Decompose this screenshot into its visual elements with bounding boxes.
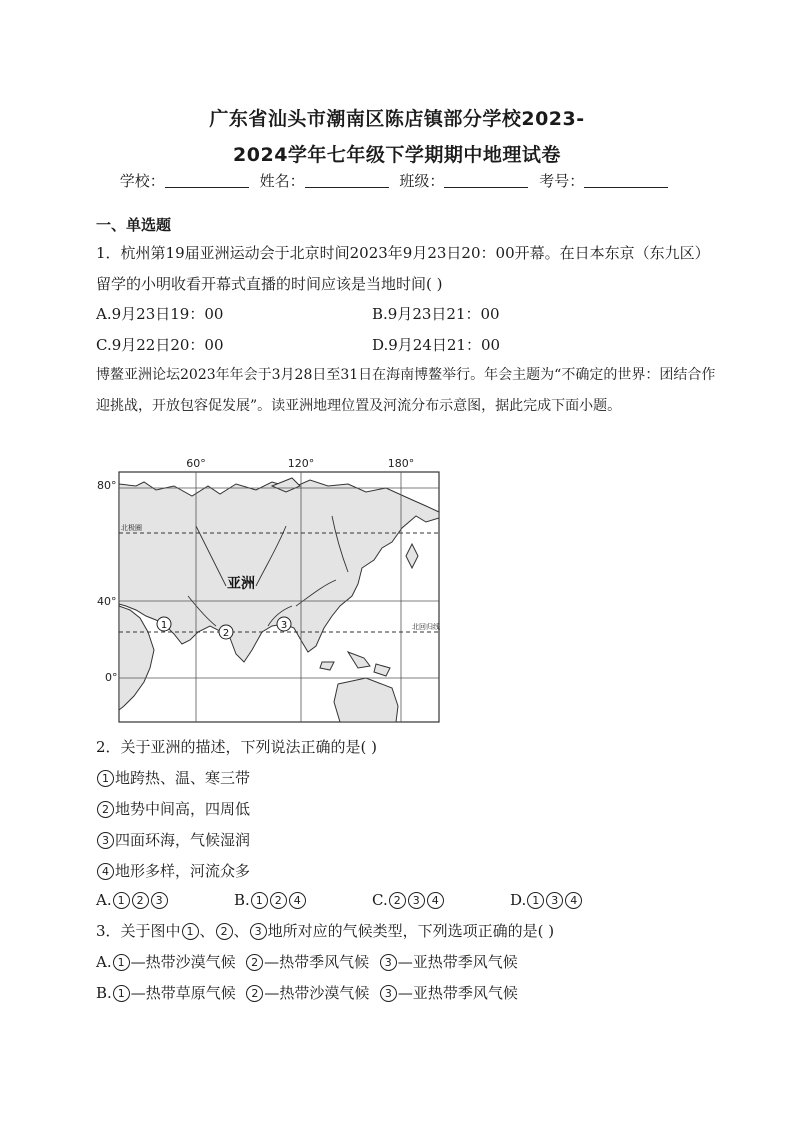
question-1-stem: 1．杭州第19届亚洲运动会于北京时间2023年9月23日20：00开幕。在日本东京（东九区）留学的小明收看开幕式直播的时间应该是当地时间( ) [96,244,703,293]
q1-option-a[interactable]: A.9月23日19：00 [96,305,224,323]
lat-40-label: 40° [97,595,117,608]
q1-option-b[interactable]: B.9月23日21：00 [372,305,500,323]
asia-map-figure [96,456,452,726]
lon-60-label: 60° [186,457,206,470]
q2-option-a[interactable]: A. 1 2 3 [96,891,169,909]
arctic-circle-label: 北极圈 [121,524,142,532]
lat-0-label: 0° [105,671,118,684]
section-title: 一、单选题 [96,216,172,234]
asia-label: 亚洲 [227,576,255,592]
class-field[interactable] [444,173,528,188]
q2-statement-4: 4 地形多样，河流众多 [96,860,250,881]
q2-option-d[interactable]: D. 1 3 4 [510,891,583,909]
student-info-row [0,170,794,191]
school-label: 学校： [119,172,165,190]
q1-option-c[interactable]: C.9月22日20：00 [96,336,224,354]
q2-statement-3: 3 四面环海，气候湿润 [96,829,250,850]
exam-number-label: 考号： [539,172,585,190]
exam-number-field[interactable] [584,173,668,188]
lon-120-label: 120° [287,457,315,470]
marker-3-label: 3 [280,620,288,631]
marker-2-label: 2 [222,628,230,639]
question-3-stem: 3．关于图中 1 、 2 、 3 地所对应的气候类型，下列选项正确的是( ) [96,922,555,940]
q2-statement-1: 1 地跨热、温、寒三带 [96,767,250,788]
lat-80-label: 80° [97,479,117,492]
name-label: 姓名： [259,172,305,190]
q1-option-d[interactable]: D.9月24日21：00 [372,336,501,354]
school-field[interactable] [165,173,249,188]
q3-option-b[interactable]: B. 1 —热带草原气候 2 —热带沙漠气候 3 —亚热带季风气候 [96,984,518,1002]
exam-title-line1: 广东省汕头市潮南区陈店镇部分学校2023- [209,108,585,130]
marker-1-label: 1 [160,620,168,631]
name-field[interactable] [305,173,389,188]
lon-180-label: 180° [387,457,415,470]
class-label: 班级： [399,172,445,190]
exam-title-line2: 2024学年七年级下学期期中地理试卷 [233,144,561,166]
reading-passage: 博鳌亚洲论坛2023年年会于3月28日至31日在海南博鳌举行。年会主题为“不确定的世界：团结合作迎挑战，开放包容促发展”。读亚洲地理位置及河流分布示意图，据此完成下面小题。 [96,367,716,414]
q2-statement-2: 2 地势中间高，四周低 [96,798,250,819]
tropic-of-cancer-label: 北回归线 [412,623,440,631]
q2-option-c[interactable]: C. 2 3 4 [372,891,445,909]
q3-option-a[interactable]: A. 1 —热带沙漠气候 2 —热带季风气候 3 —亚热带季风气候 [96,953,518,971]
q2-option-b[interactable]: B. 1 2 4 [234,891,307,909]
question-2-stem: 2．关于亚洲的描述，下列说法正确的是( ) [96,738,378,756]
